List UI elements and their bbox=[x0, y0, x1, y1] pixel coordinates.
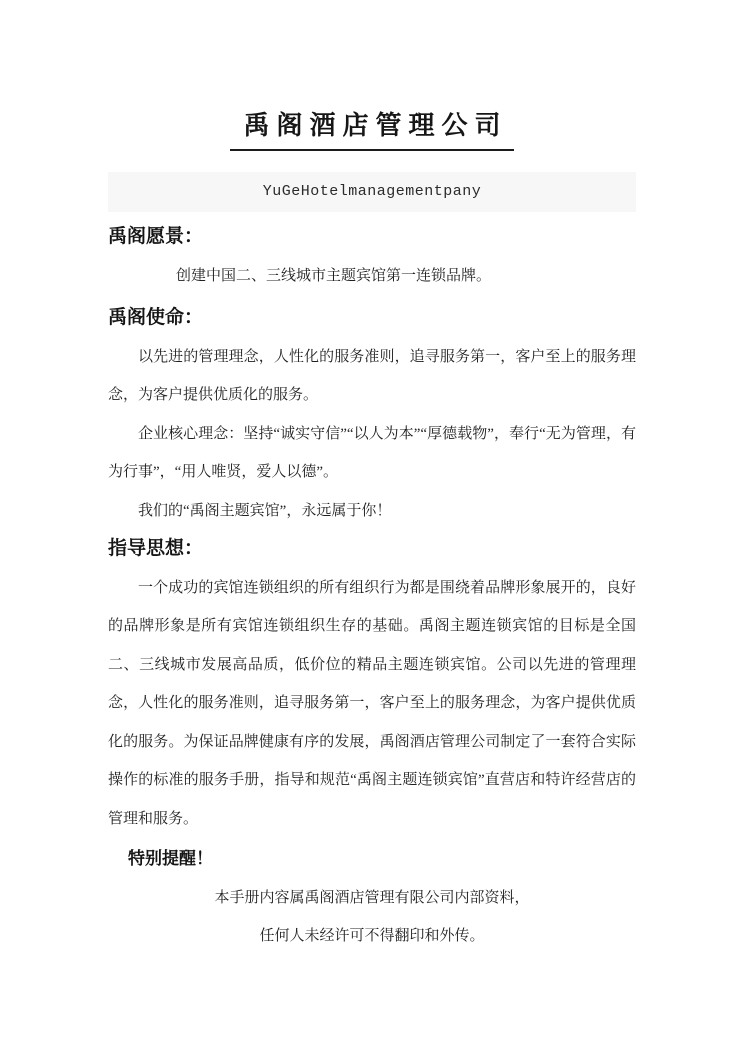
paragraph-mission-1: 以先进的管理理念，人性化的服务准则，追寻服务第一，客户至上的服务理念，为客户提供优质化的服务。 bbox=[108, 348, 636, 403]
paragraph-mission-3: 我们的“禹阁主题宾馆”，永远属于你！ bbox=[138, 502, 392, 519]
section-heading-mission: 禹阁使命： bbox=[108, 307, 204, 328]
subtitle-text: YuGeHotelmanagementpany bbox=[262, 183, 482, 200]
notice-line-1: 本手册内容属禹阁酒店管理有限公司内部资料， bbox=[214, 889, 530, 906]
subtitle-bar bbox=[108, 172, 636, 212]
section-heading-vision: 禹阁愿景： bbox=[108, 226, 204, 247]
page-content bbox=[0, 108, 744, 956]
paragraph-mission-2: 企业核心理念：坚持“诚实守信”“以人为本”“厚德载物”，奉行“无为管理，有为行事”，“用人唯贤，爱人以德”。 bbox=[108, 425, 636, 480]
notice-heading: 特别提醒！ bbox=[128, 849, 213, 868]
paragraph-vision: 创建中国二、三线城市主题宾馆第一连锁品牌。 bbox=[176, 267, 492, 284]
notice-line-2: 任何人未经许可不得翻印和外传。 bbox=[259, 928, 485, 944]
section-heading-guiding-principles: 指导思想： bbox=[108, 538, 204, 559]
paragraph-guiding-principles: 一个成功的宾馆连锁组织的所有组织行为都是围绕着品牌形象展开的，良好的品牌形象是所有宾馆连锁组织生存的基础。禹阁主题连锁宾馆的目标是全国二、三线城市发展高品质，低价位的精品主题连锁宾馆。公司以先进的管理理念，人性化的服务准则，追寻服务第一，客户至上的服务理念，为客户提供优质化的服务。为保证品牌健康有序的发展，禹阁酒店管理公司制定了一套符合实际操作的标准的服务手册，指导和规范“禹阁主题连锁宾馆”直营店和特许经营店的管理和服务。 bbox=[108, 579, 636, 827]
document-title: 禹阁酒店管理公司 bbox=[230, 108, 513, 151]
title-container bbox=[108, 108, 636, 151]
